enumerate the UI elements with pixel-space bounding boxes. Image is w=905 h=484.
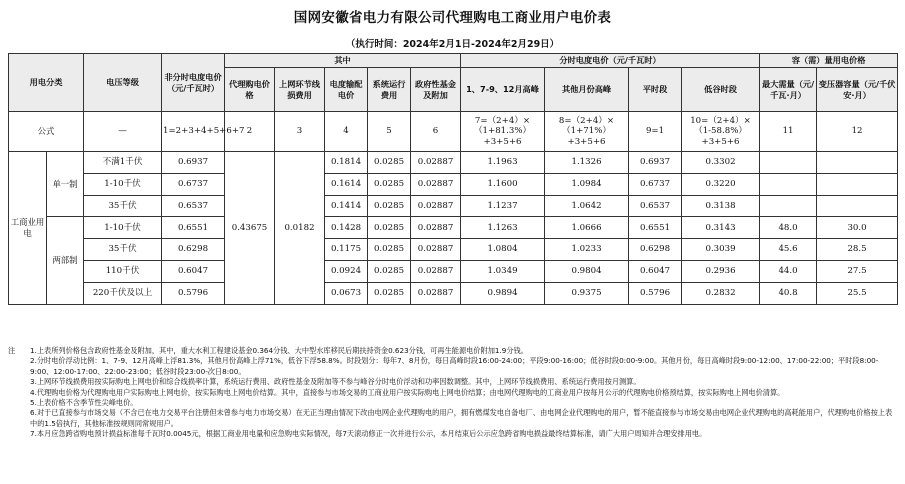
peak-other-cell: 1.0666 bbox=[545, 217, 629, 239]
max-demand-cell: 45.6 bbox=[760, 239, 817, 261]
flat-cell: 0.6551 bbox=[629, 217, 682, 239]
header-category: 用电分类 bbox=[9, 54, 84, 112]
peak-jan-cell: 1.1963 bbox=[461, 152, 545, 174]
header-system-op: 系统运行费用 bbox=[368, 68, 411, 112]
valley-cell: 0.3138 bbox=[682, 195, 760, 217]
formula-non-tou: 1=2+3+4+5+6+7 bbox=[162, 112, 225, 152]
formula-transformer: 12 bbox=[817, 112, 898, 152]
note-text: 1.上表所列价格包含政府性基金及附加，其中，重大水利工程建设基金0.364分钱、大中型水库移民后期扶持资金0.623分钱，可再生能源电价附加1.9分钱。 bbox=[30, 346, 528, 355]
non-tou-cell: 0.6737 bbox=[162, 173, 225, 195]
formula-peak-other: 8=（2+4）×（1+71%）+3+5+6 bbox=[545, 112, 629, 152]
transformer-cell: 30.0 bbox=[817, 217, 898, 239]
valley-cell: 0.2936 bbox=[682, 260, 760, 282]
gov-fund-cell: 0.02887 bbox=[411, 152, 461, 174]
max-demand-cell bbox=[760, 173, 817, 195]
valley-cell: 0.3302 bbox=[682, 152, 760, 174]
non-tou-cell: 0.6551 bbox=[162, 217, 225, 239]
transmission-cell: 0.1428 bbox=[325, 217, 368, 239]
max-demand-cell bbox=[760, 152, 817, 174]
note-text: 7.本月应急跨省购电预计损益标准每千瓦时0.0045元，根据工商业用电量和应急购电实际情况，每7天滚动修正一次并进行公示，本月结束后公示应急跨省购电损益最终结算标准，请广大用户周知并合理安排用电。 bbox=[30, 429, 707, 439]
max-demand-cell: 44.0 bbox=[760, 260, 817, 282]
table-row bbox=[9, 282, 898, 304]
header-capacity: 容（需）量用电价格 bbox=[760, 54, 898, 68]
peak-jan-cell: 1.1237 bbox=[461, 195, 545, 217]
gov-fund-cell: 0.02887 bbox=[411, 239, 461, 261]
peak-other-cell: 0.9804 bbox=[545, 260, 629, 282]
transmission-cell: 0.1814 bbox=[325, 152, 368, 174]
peak-other-cell: 0.9375 bbox=[545, 282, 629, 304]
flat-cell: 0.5796 bbox=[629, 282, 682, 304]
transformer-cell: 25.5 bbox=[817, 282, 898, 304]
peak-jan-cell: 1.0804 bbox=[461, 239, 545, 261]
effective-period: （执行时间：2024年2月1日-2024年2月29日） bbox=[345, 39, 560, 50]
voltage-cell: 不满1千伏 bbox=[84, 152, 162, 174]
note-text: 4.代理购电价格为代理购电用户实际购电上网电价，按实际购电上网电价结算。其中，直接参与市场交易的工商业用户按实际购电上网电价结算；由电网代理购电的工商业用户按每月公示的代理购电价格预结算，按实际购电上网电价清算。 bbox=[30, 387, 785, 397]
formula-max-demand: 11 bbox=[760, 112, 817, 152]
formula-system-op: 5 bbox=[368, 112, 411, 152]
category-label: 工商业用电 bbox=[9, 152, 47, 305]
system-op-cell: 0.0285 bbox=[368, 282, 411, 304]
formula-label: 公式 bbox=[9, 112, 84, 152]
transformer-cell: 28.5 bbox=[817, 239, 898, 261]
max-demand-cell bbox=[760, 195, 817, 217]
gov-fund-cell: 0.02887 bbox=[411, 195, 461, 217]
table-row bbox=[9, 195, 898, 217]
header-proxy-price: 代理购电价格 bbox=[225, 68, 275, 112]
header-tou: 分时电度电价（元/千瓦时） bbox=[461, 54, 760, 68]
system-op-cell: 0.0285 bbox=[368, 260, 411, 282]
gov-fund-cell: 0.02887 bbox=[411, 173, 461, 195]
transformer-cell bbox=[817, 173, 898, 195]
table-row bbox=[9, 173, 898, 195]
grid-loss-cell: 0.0182 bbox=[275, 152, 325, 305]
transformer-cell bbox=[817, 152, 898, 174]
header-voltage: 电压等级 bbox=[84, 54, 162, 112]
single-label: 单一制 bbox=[47, 152, 84, 217]
header-flat: 平时段 bbox=[629, 68, 682, 112]
non-tou-cell: 0.6937 bbox=[162, 152, 225, 174]
max-demand-cell: 48.0 bbox=[760, 217, 817, 239]
header-non-tou: 非分时电度电价（元/千瓦时） bbox=[162, 54, 225, 112]
transmission-cell: 0.0673 bbox=[325, 282, 368, 304]
voltage-cell: 35千伏 bbox=[84, 195, 162, 217]
note-item bbox=[8, 377, 897, 387]
system-op-cell: 0.0285 bbox=[368, 173, 411, 195]
dual-label: 两部制 bbox=[47, 217, 84, 304]
system-op-cell: 0.0285 bbox=[368, 239, 411, 261]
formula-proxy-price: 2 bbox=[225, 112, 275, 152]
non-tou-cell: 0.6047 bbox=[162, 260, 225, 282]
notes-section bbox=[8, 346, 897, 440]
header-peak-jan: 1、7-9、12月高峰 bbox=[461, 68, 545, 112]
peak-jan-cell: 0.9894 bbox=[461, 282, 545, 304]
transformer-cell: 27.5 bbox=[817, 260, 898, 282]
voltage-cell: 220千伏及以上 bbox=[84, 282, 162, 304]
table-row bbox=[9, 239, 898, 261]
gov-fund-cell: 0.02887 bbox=[411, 217, 461, 239]
transformer-cell bbox=[817, 195, 898, 217]
peak-other-cell: 1.0233 bbox=[545, 239, 629, 261]
header-max-demand: 最大需量（元/千瓦·月） bbox=[760, 68, 817, 112]
transmission-cell: 0.1414 bbox=[325, 195, 368, 217]
peak-jan-cell: 1.1600 bbox=[461, 173, 545, 195]
gov-fund-cell: 0.02887 bbox=[411, 260, 461, 282]
note-text: 6.对于已直接参与市场交易（不含已在电力交易平台注册但未曾参与电力市场交易）在无正当理由情况下改由电网企业代理购电的用户，拥有燃煤发电自备电厂、由电网企业代理购电的用户，暂不能直接参与市场交易由电网企业代理购电的高耗能用户，代理购电价格按上表中的1.5倍执行，其他标准按规则同常规用户。 bbox=[30, 408, 893, 428]
voltage-cell: 35千伏 bbox=[84, 239, 162, 261]
valley-cell: 0.3039 bbox=[682, 239, 760, 261]
voltage-cell: 1-10千伏 bbox=[84, 173, 162, 195]
transmission-cell: 0.1614 bbox=[325, 173, 368, 195]
non-tou-cell: 0.6298 bbox=[162, 239, 225, 261]
max-demand-cell: 40.8 bbox=[760, 282, 817, 304]
valley-cell: 0.3143 bbox=[682, 217, 760, 239]
voltage-cell: 110千伏 bbox=[84, 260, 162, 282]
flat-cell: 0.6047 bbox=[629, 260, 682, 282]
non-tou-cell: 0.5796 bbox=[162, 282, 225, 304]
flat-cell: 0.6298 bbox=[629, 239, 682, 261]
note-item bbox=[8, 356, 897, 377]
flat-cell: 0.6537 bbox=[629, 195, 682, 217]
note-item bbox=[8, 398, 897, 408]
peak-jan-cell: 1.1263 bbox=[461, 217, 545, 239]
note-item bbox=[8, 408, 897, 429]
table-row bbox=[9, 152, 898, 174]
header-valley: 低谷时段 bbox=[682, 68, 760, 112]
formula-row bbox=[9, 112, 898, 152]
table-row bbox=[9, 260, 898, 282]
formula-transmission: 4 bbox=[325, 112, 368, 152]
system-op-cell: 0.0285 bbox=[368, 152, 411, 174]
header-transmission: 电度输配电价 bbox=[325, 68, 368, 112]
note-item bbox=[8, 429, 897, 439]
header-gov-fund: 政府性基金及附加 bbox=[411, 68, 461, 112]
system-op-cell: 0.0285 bbox=[368, 217, 411, 239]
note-text: 2.分时电价浮动比例：1、7-9、12月高峰上浮81.3%，其他月份高峰上浮71%，低谷下浮58.8%。时段划分：每年7、8月份，每日高峰时段16:00-24:00；平段9:00-16:00；低谷时段0:00-9:00。其他月份，每日高峰时段9:00-12:00、17:00-22:00；平时段8:00-9:00、12:00-17:00、22:00-23:00；低谷时段23:00-次日8:00。 bbox=[30, 356, 879, 376]
voltage-cell: 1-10千伏 bbox=[84, 217, 162, 239]
non-tou-cell: 0.6537 bbox=[162, 195, 225, 217]
peak-jan-cell: 1.0349 bbox=[461, 260, 545, 282]
flat-cell: 0.6937 bbox=[629, 152, 682, 174]
note-item bbox=[8, 388, 897, 398]
transmission-cell: 0.1175 bbox=[325, 239, 368, 261]
peak-other-cell: 1.1326 bbox=[545, 152, 629, 174]
formula-grid-loss: 3 bbox=[275, 112, 325, 152]
valley-cell: 0.2832 bbox=[682, 282, 760, 304]
note-text: 3.上网环节线损费用按实际购电上网电价和综合线损率计算，系统运行费用、政府性基金及附加等不参与峰谷分时电价浮动和功率因数调整。其中，上网环节线损费用、系统运行费用按月测算。 bbox=[30, 377, 641, 387]
gov-fund-cell: 0.02887 bbox=[411, 282, 461, 304]
header-transformer: 变压器容量（元/千伏安·月） bbox=[817, 68, 898, 112]
table-row bbox=[9, 217, 898, 239]
formula-flat: 9=1 bbox=[629, 112, 682, 152]
note-text: 5.上表价格不含季节性尖峰电价。 bbox=[30, 398, 138, 408]
transmission-cell: 0.0924 bbox=[325, 260, 368, 282]
header-components: 其中 bbox=[225, 54, 461, 68]
tariff-table bbox=[8, 53, 898, 305]
formula-peak-jan: 7=（2+4）×（1+81.3%）+3+5+6 bbox=[461, 112, 545, 152]
peak-other-cell: 1.0642 bbox=[545, 195, 629, 217]
header-grid-loss: 上网环节线损费用 bbox=[275, 68, 325, 112]
note-item bbox=[8, 346, 897, 356]
formula-valley: 10=（2+4）×（1-58.8%）+3+5+6 bbox=[682, 112, 760, 152]
formula-gov-fund: 6 bbox=[411, 112, 461, 152]
valley-cell: 0.3220 bbox=[682, 173, 760, 195]
document-title: 国网安徽省电力有限公司代理购电工商业用户电价表 bbox=[293, 10, 612, 26]
flat-cell: 0.6737 bbox=[629, 173, 682, 195]
peak-other-cell: 1.0984 bbox=[545, 173, 629, 195]
system-op-cell: 0.0285 bbox=[368, 195, 411, 217]
formula-voltage: — bbox=[84, 112, 162, 152]
proxy-price-cell: 0.43675 bbox=[225, 152, 275, 305]
notes-head: 注 bbox=[8, 346, 16, 355]
header-peak-other: 其他月份高峰 bbox=[545, 68, 629, 112]
